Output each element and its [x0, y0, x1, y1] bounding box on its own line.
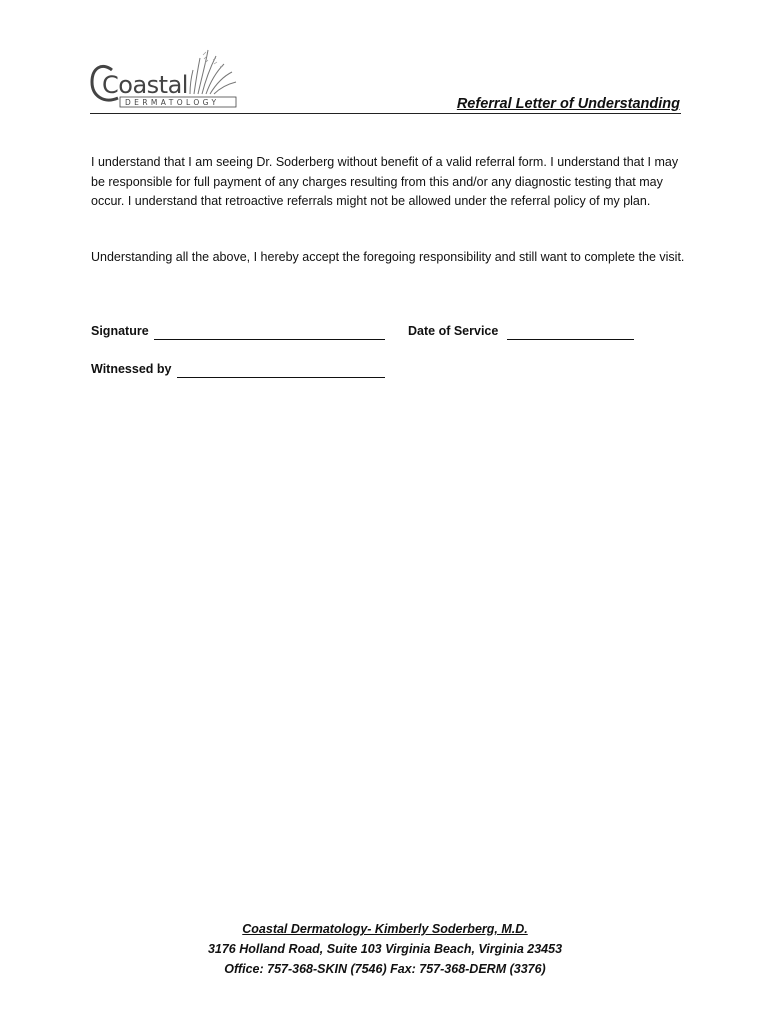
- date-of-service-label: Date of Service: [408, 324, 499, 338]
- footer-contact: Office: 757-368-SKIN (7546) Fax: 757-368-DERM (3376): [224, 962, 546, 976]
- footer-practice-name: Coastal Dermatology- Kimberly Soderberg, M.D.: [242, 922, 528, 936]
- footer-address: 3176 Holland Road, Suite 103 Virginia Beach, Virginia 23453: [207, 942, 563, 956]
- logo-tagline: DERMATOLOGY: [125, 98, 220, 107]
- signature-line[interactable]: [154, 339, 385, 340]
- coastal-dermatology-logo: [90, 46, 240, 112]
- signature-label: Signature: [91, 324, 149, 338]
- referral-statement: I understand that I am seeing Dr. Soderberg without benefit of a valid referral form. I understand that I may be responsible for full payment of any charges resulting from this and/or any diagnostic testing that may occur. I understand that retroactive referrals might not be allowed under the referral policy of my plan.: [91, 155, 679, 208]
- logo-wordmark: Coastal: [102, 71, 188, 99]
- document-title: Referral Letter of Understanding: [456, 96, 680, 112]
- witness-line[interactable]: [177, 377, 385, 378]
- witnessed-by-label: Witnessed by: [91, 362, 172, 376]
- acceptance-statement: Understanding all the above, I hereby accept the foregoing responsibility and still want to complete the visit.: [91, 250, 685, 264]
- header-divider: [90, 113, 681, 114]
- date-of-service-line[interactable]: [507, 339, 634, 340]
